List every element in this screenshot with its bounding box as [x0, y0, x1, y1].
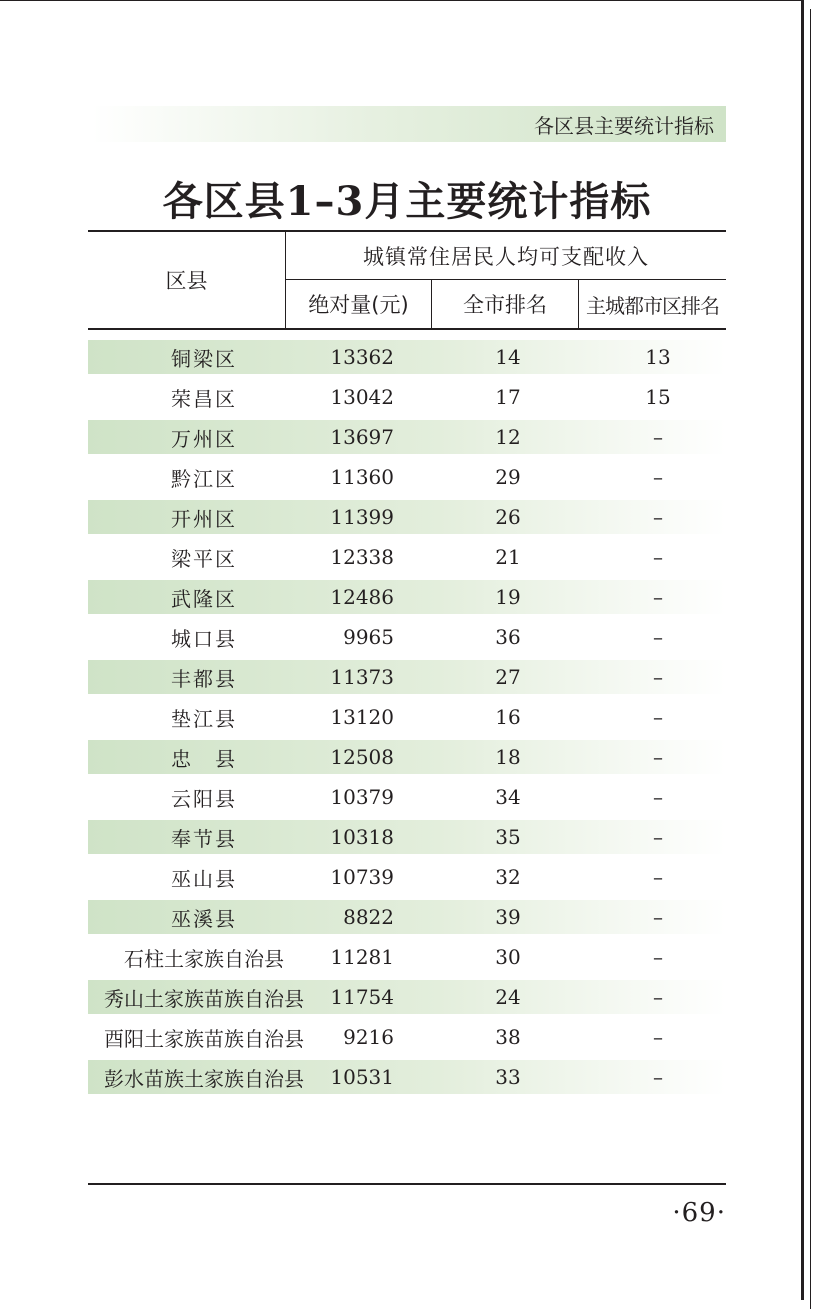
- city-rank-cell: 12: [495, 425, 521, 449]
- absolute-cell: 11399: [330, 505, 394, 529]
- main-rank-cell: –: [653, 665, 663, 689]
- absolute-cell: 13362: [330, 345, 394, 369]
- city-rank-cell: 29: [495, 465, 521, 489]
- table-row: [88, 660, 726, 694]
- table-header: [88, 230, 726, 330]
- district-cell: 石柱土家族自治县: [124, 946, 284, 971]
- city-rank-cell: 32: [495, 865, 521, 889]
- district-cell: 秀山土家族苗族自治县: [104, 986, 304, 1011]
- main-rank-cell: 15: [645, 385, 671, 409]
- table-row: [88, 937, 726, 977]
- absolute-cell: 8822: [343, 905, 394, 929]
- table-row: [88, 697, 726, 737]
- district-cell: 巫山县: [171, 866, 237, 891]
- table-row: [88, 900, 726, 934]
- absolute-cell: 12486: [330, 585, 394, 609]
- district-cell: 梁平区: [171, 546, 237, 571]
- table-row: [88, 340, 726, 374]
- header-absolute: 绝对量(元): [286, 280, 432, 328]
- absolute-cell: 11281: [330, 945, 394, 969]
- table-row: [88, 980, 726, 1014]
- main-rank-cell: –: [653, 465, 663, 489]
- absolute-cell: 10318: [330, 825, 394, 849]
- city-rank-cell: 14: [495, 345, 521, 369]
- table-row: [88, 580, 726, 614]
- district-cell: 垫江县: [171, 706, 237, 731]
- absolute-cell: 10531: [330, 1065, 394, 1089]
- table-row: [88, 420, 726, 454]
- absolute-cell: 13042: [330, 385, 394, 409]
- main-rank-cell: –: [653, 865, 663, 889]
- page-title: 各区县1–3月主要统计指标: [162, 178, 652, 225]
- table-row: [88, 1060, 726, 1094]
- city-rank-cell: 26: [495, 505, 521, 529]
- absolute-cell: 12338: [330, 545, 394, 569]
- absolute-cell: 13120: [330, 705, 394, 729]
- absolute-cell: 11373: [330, 665, 394, 689]
- main-rank-cell: 13: [645, 345, 671, 369]
- table-row: [88, 377, 726, 417]
- table-row: [88, 777, 726, 817]
- absolute-cell: 12508: [330, 745, 394, 769]
- main-rank-cell: –: [653, 705, 663, 729]
- district-cell: 巫溪县: [171, 906, 237, 931]
- absolute-cell: 10379: [330, 785, 394, 809]
- table-row: [88, 457, 726, 497]
- district-cell: 忠 县: [171, 746, 237, 771]
- city-rank-cell: 33: [495, 1065, 521, 1089]
- district-cell: 开州区: [171, 506, 237, 531]
- district-cell: 奉节县: [171, 826, 237, 851]
- city-rank-cell: 38: [495, 1025, 521, 1049]
- absolute-cell: 9216: [343, 1025, 394, 1049]
- statistics-table: [88, 230, 726, 1097]
- main-rank-cell: –: [653, 905, 663, 929]
- district-cell: 城口县: [171, 626, 237, 651]
- main-rank-cell: –: [653, 425, 663, 449]
- main-rank-cell: –: [653, 825, 663, 849]
- table-row: [88, 820, 726, 854]
- city-rank-cell: 17: [495, 385, 521, 409]
- table-row: [88, 500, 726, 534]
- header-main-rank: 主城都市区排名: [586, 293, 719, 318]
- city-rank-cell: 19: [495, 585, 521, 609]
- district-cell: 万州区: [171, 426, 237, 451]
- district-cell: 铜梁区: [171, 346, 237, 371]
- table-row: [88, 857, 726, 897]
- absolute-cell: 13697: [330, 425, 394, 449]
- district-cell: 彭水苗族土家族自治县: [104, 1066, 304, 1091]
- table-row: [88, 537, 726, 577]
- table-row: [88, 617, 726, 657]
- footer-divider: [88, 1183, 726, 1185]
- table-row: [88, 1017, 726, 1057]
- header-income-group: 城镇常住居民人均可支配收入: [286, 232, 726, 280]
- header-city-rank: 全市排名: [432, 280, 579, 328]
- main-rank-cell: –: [653, 505, 663, 529]
- district-cell: 荣昌区: [171, 386, 237, 411]
- city-rank-cell: 16: [495, 705, 521, 729]
- city-rank-cell: 24: [495, 985, 521, 1009]
- absolute-cell: 9965: [343, 625, 394, 649]
- district-cell: 酉阳土家族苗族自治县: [104, 1026, 304, 1051]
- main-rank-cell: –: [653, 545, 663, 569]
- city-rank-cell: 36: [495, 625, 521, 649]
- absolute-cell: 10739: [330, 865, 394, 889]
- city-rank-cell: 34: [495, 785, 521, 809]
- district-cell: 云阳县: [171, 786, 237, 811]
- main-rank-cell: –: [653, 985, 663, 1009]
- main-rank-cell: –: [653, 745, 663, 769]
- page-number: ·69·: [672, 1198, 726, 1228]
- section-title: 各区县主要统计指标: [534, 113, 714, 138]
- table-body: [88, 340, 726, 1094]
- district-cell: 武隆区: [171, 586, 237, 611]
- header-district: 区县: [88, 232, 286, 328]
- main-rank-cell: –: [653, 1065, 663, 1089]
- absolute-cell: 11360: [330, 465, 394, 489]
- main-rank-cell: –: [653, 625, 663, 649]
- absolute-cell: 11754: [330, 985, 394, 1009]
- city-rank-cell: 30: [495, 945, 521, 969]
- city-rank-cell: 27: [495, 665, 521, 689]
- city-rank-cell: 39: [495, 905, 521, 929]
- city-rank-cell: 35: [495, 825, 521, 849]
- district-cell: 丰都县: [171, 666, 237, 691]
- main-rank-cell: –: [653, 785, 663, 809]
- section-header-band: [92, 106, 726, 142]
- main-rank-cell: –: [653, 1025, 663, 1049]
- city-rank-cell: 18: [495, 745, 521, 769]
- table-row: [88, 740, 726, 774]
- main-rank-cell: –: [653, 945, 663, 969]
- city-rank-cell: 21: [495, 545, 521, 569]
- district-cell: 黔江区: [171, 466, 237, 491]
- main-rank-cell: –: [653, 585, 663, 609]
